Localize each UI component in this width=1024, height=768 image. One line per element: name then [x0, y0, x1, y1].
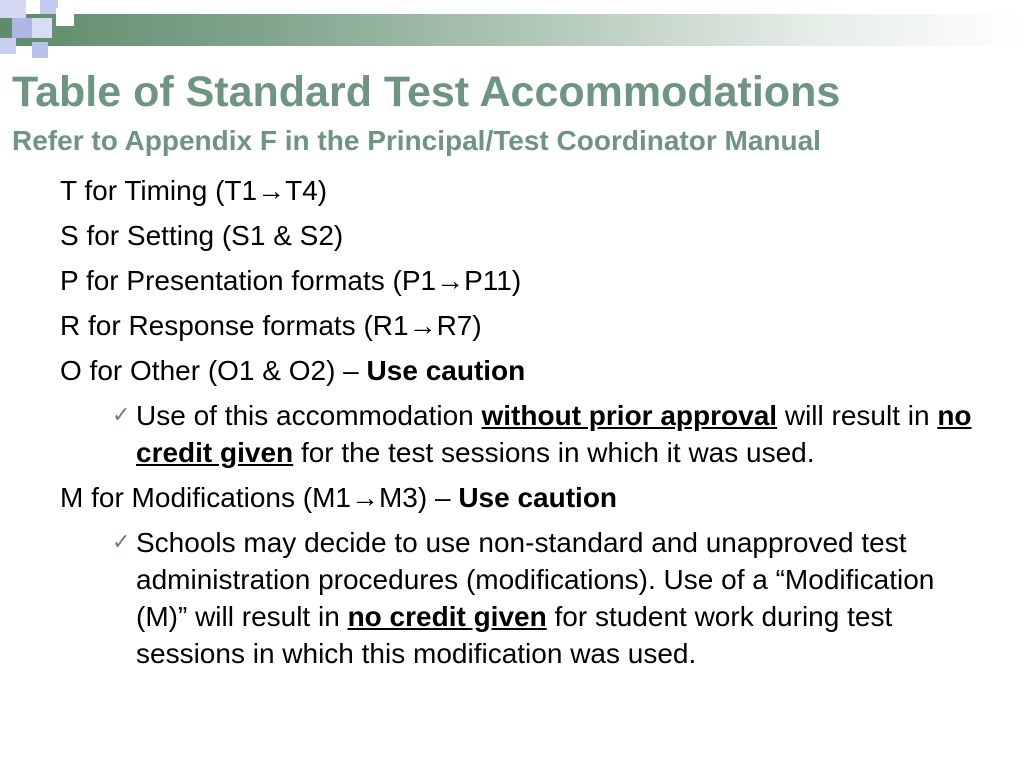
list-item-text: M for Modifications (M1→M3) – — [60, 482, 459, 513]
deco-square — [32, 42, 48, 58]
deco-square — [12, 18, 32, 38]
slide-title: Table of Standard Test Accommodations — [12, 68, 841, 116]
note-text: Schools may decide to use non-standard and unapproved test administration procedures (modifications). Use of a “Modification (M)” will result in — [136, 527, 935, 632]
header-gradient-band — [0, 14, 1024, 46]
list-item-text: S for Setting (S1 & S2) — [60, 220, 344, 251]
note-text: for the test sessions in which it was used. — [293, 437, 815, 468]
deco-square — [56, 8, 74, 26]
deco-square — [0, 38, 16, 54]
decorative-squares — [0, 0, 80, 64]
list-item-text: T for Timing (T1→T4) — [60, 175, 328, 206]
sub-item-other-note — [60, 397, 990, 471]
deco-square — [0, 0, 26, 18]
caution-label: Use caution — [366, 355, 526, 386]
sub-item-modifications-note — [60, 524, 990, 672]
note-highlight: no credit given — [347, 601, 547, 632]
list-item-timing — [60, 172, 990, 209]
list-item-text: P for Presentation formats (P1→P11) — [60, 265, 522, 296]
checkmark-icon: ✓ — [112, 530, 131, 555]
slide-subtitle: Refer to Appendix F in the Principal/Test Coordinator Manual — [12, 125, 821, 156]
list-item-text: O for Other (O1 & O2) – — [60, 355, 367, 386]
checkmark-icon: ✓ — [112, 403, 131, 428]
caution-label: Use caution — [458, 482, 618, 513]
list-item-setting — [60, 217, 990, 254]
note-text: Use of this accommodation — [136, 400, 482, 431]
list-item-response — [60, 307, 990, 344]
bullet-list — [60, 172, 990, 680]
note-text: will result in — [777, 400, 938, 431]
list-item-presentation — [60, 262, 990, 299]
list-item-text: R for Response formats (R1→R7) — [60, 310, 482, 341]
note-highlight: no credit given — [136, 400, 972, 468]
deco-square — [32, 18, 52, 38]
note-text: for student work during test sessions in which this modification was used. — [136, 601, 893, 669]
list-item-modifications — [60, 479, 990, 516]
list-item-other — [60, 352, 990, 389]
note-highlight: without prior approval — [481, 400, 778, 431]
